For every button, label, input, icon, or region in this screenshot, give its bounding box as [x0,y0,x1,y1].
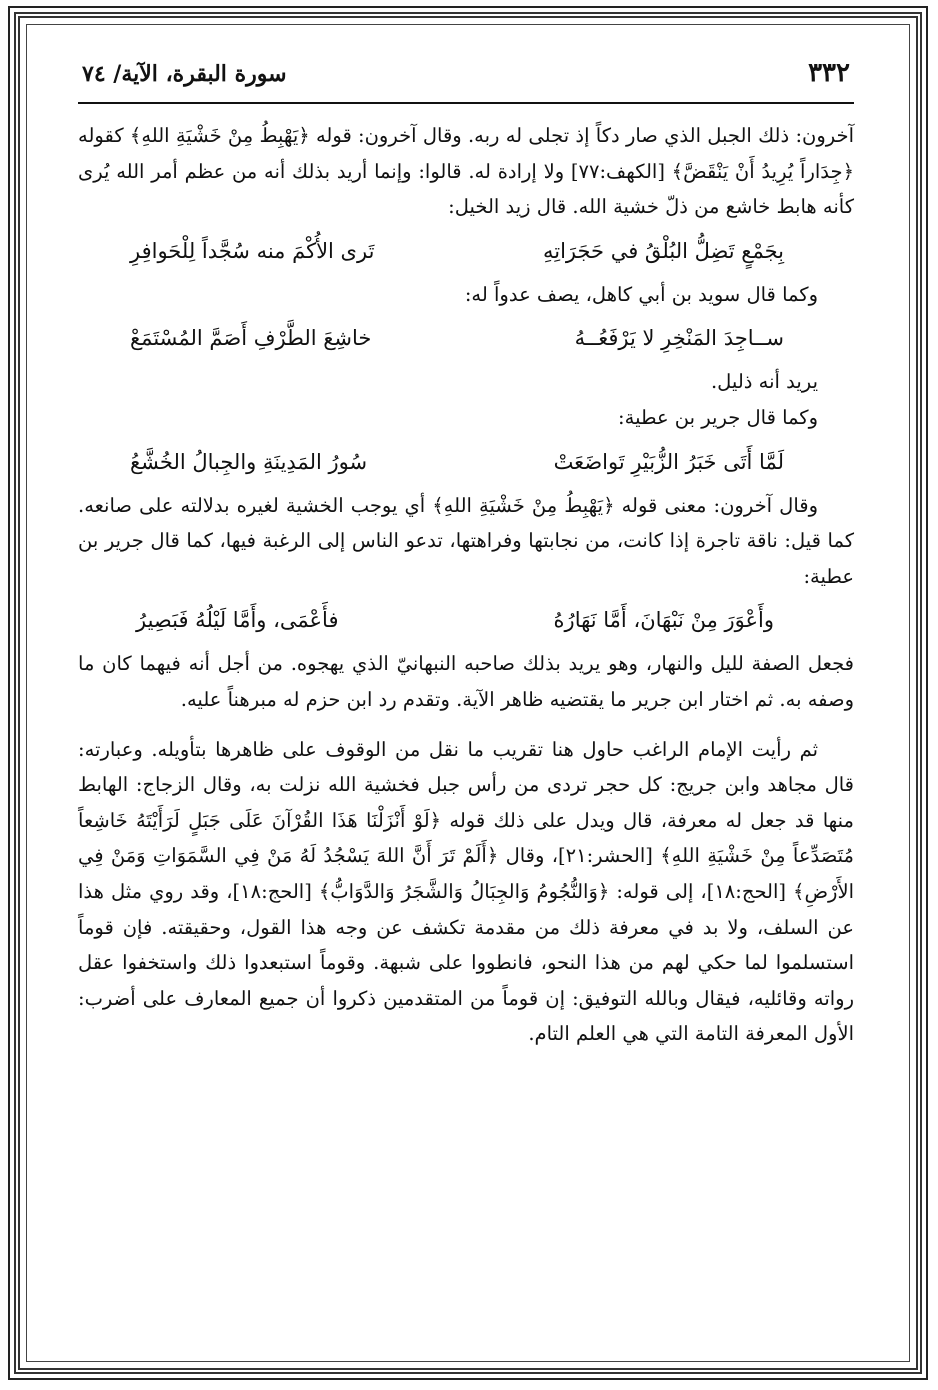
running-header [78,58,854,104]
book-page [78,58,854,1308]
poetry-verse-2 [78,318,854,358]
paragraph-6: فجعل الصفة لليل والنهار، وهو يريد بذلك صاحبه النبهانيّ الذي يهجوه. من أجل أنه فيهما كان ما وصفه به. ثم اختار ابن جرير ما يقتضيه ظاهر الآية. وتقدم رد ابن حزم له مبرهناً عليه. [78,652,854,711]
verse-1-first-hemistich: بِجَمْعٍ تَضِلُّ البُلْقُ في حَجَرَاتِهِ [542,238,784,263]
page-body [78,118,854,1052]
paragraph-7: ثم رأيت الإمام الراغب حاول هنا تقريب ما نقل من الوقوف على ظاهرها بتأويله. وعبارته: قال مجاهد وابن جريج: كل حجر تردى من رأس جبل فخشية الله نزلت به، وقال الزجاج: الهابط منها قد جعل له معرفة، قال ويدل على ذلك قوله ﴿لَوْ أَنْزَلْنَا هَذَا القُرْآنَ عَلَى جَبَلٍ لَرَأَيْتَهُ خَاشِعاً مُتَصَدِّعاً مِنْ خَشْيَةِ اللهِ﴾ [الحشر:٢١]، وقال ﴿أَلَمْ تَرَ أَنَّ اللهَ يَسْجُدُ لَهُ مَنْ فِي السَّمَوَاتِ وَمَنْ فِي الأَرْضِ﴾ [الحج:١٨]، إلى قوله: ﴿وَالنُّجُومُ وَالجِبَالُ وَالشَّجَرُ وَالدَّوَابُّ﴾ [الحج:١٨]، وقد روي مثل هذا عن السلف، ولا بد في معرفة ذلك من مقدمة تكشف عن وجه هذا القول، وحقيقته. فإن قوماً استسلموا لما حكي لهم من هذا النحو، فانطووا على شبهة. وقوماً استبعدوا ذلك واستخفوا عقل رواته وقائليه، فيقال وبالله التوفيق: إن قوماً من المتقدمين ذكروا أن جميع المعارف على أضرب: الأول المعرفة التامة التي هي العلم التام. [78,737,854,1046]
verse-1-second-hemistich: تَرى الأُكْمَ منه سُجَّداً لِلْحَوافِرِ [130,238,375,263]
verse-4-second-hemistich: فأَعْمَى، وأَمَّا لَيْلُهُ فَبَصِيرُ [136,608,339,633]
paragraph-1: آخرون: ذلك الجبل الذي صار دكاً إذ تجلى له ربه. وقال آخرون: قوله ﴿يَهْبِطُ مِنْ خَشْيَةِ اللهِ﴾ كقوله ﴿جِدَاراً يُرِيدُ أَنْ يَنْقَضَّ﴾ [الكهف:٧٧] ولا إرادة له. قالوا: وإنما أريد بذلك أنه من عظم أمر الله يُرى كأنه هابط خاشع من ذلّ خشية الله. قال زيد الخيل: [78,124,854,219]
paragraph-3: يريد أنه ذليل. [710,370,818,394]
paragraph-4: وكما قال جرير بن عطية: [618,405,818,429]
verse-2-first-hemistich: ســاجِدَ المَنْخِرِ لا يَرْفَعُــهُ [574,326,784,351]
poetry-verse-1 [78,231,854,271]
paragraph-2: وكما قال سويد بن أبي كاهل، يصف عدواً له: [464,282,818,306]
page-number: ٣٣٢ [808,58,850,88]
poetry-verse-4 [78,600,854,640]
verse-3-first-hemistich: لَمَّا أَتَى خَبَرُ الزُّبَيْرِ تَواضَعَتْ [553,449,784,474]
verse-4-first-hemistich: وأَعْوَرَ مِنْ نَبْهَانَ، أَمَّا نَهَارُهُ [553,608,774,633]
surah-title: سورة البقرة، الآية/ ٧٤ [82,61,287,87]
verse-3-second-hemistich: سُورُ المَدِينَةِ والجِبالُ الخُشَّعُ [130,449,368,474]
verse-2-second-hemistich: خاشِعَ الطَّرْفِ أَصَمَّ المُسْتَمَعْ [130,326,372,351]
paragraph-5: وقال آخرون: معنى قوله ﴿يَهْبِطُ مِنْ خَشْيَةِ اللهِ﴾ أي يوجب الخشية لغيره بدلالته على صانعه. كما قيل: ناقة تاجرة إذا كانت، من نجابتها وفراهتها، تدعو الناس إلى الرغبة فيها، كما قال جرير بن عطية: [78,493,854,588]
poetry-verse-3 [78,442,854,482]
